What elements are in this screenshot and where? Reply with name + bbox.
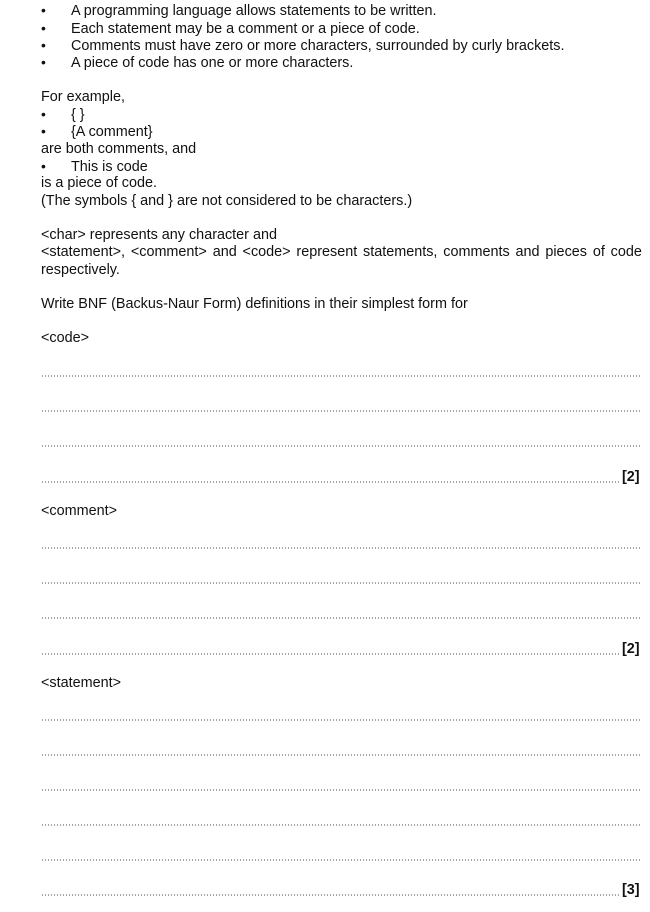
answer-line[interactable]: [41, 653, 619, 655]
list-item: • Each statement may be a comment or a piece of code.: [41, 20, 420, 37]
code-note: is a piece of code.: [41, 175, 157, 191]
marks-label: [2]: [622, 641, 640, 657]
answer-line[interactable]: [41, 859, 642, 861]
bullet-icon: •: [41, 2, 46, 18]
answer-line[interactable]: [41, 754, 642, 756]
bullet-icon: •: [41, 37, 46, 53]
definitions-line-3: respectively.: [41, 262, 120, 278]
answer-line[interactable]: [41, 617, 642, 619]
list-item: • This is code: [41, 158, 148, 175]
answer-line[interactable]: [41, 789, 642, 791]
comments-note: are both comments, and: [41, 141, 197, 157]
answer-line[interactable]: [41, 375, 642, 377]
instruction-text: Write BNF (Backus-Naur Form) definitions in their simplest form for: [41, 296, 468, 312]
list-item: • Comments must have zero or more characters, surrounded by curly brackets.: [41, 37, 565, 54]
list-item: • {A comment}: [41, 123, 153, 140]
list-item: • A piece of code has one or more characters.: [41, 54, 354, 71]
definitions-line-1: <char> represents any character and: [41, 227, 277, 243]
bullet-icon: •: [41, 20, 46, 36]
answer-line[interactable]: [41, 445, 642, 447]
section-label: <code>: [41, 330, 90, 346]
bullet-icon: •: [41, 123, 46, 139]
bullet-icon: •: [41, 106, 46, 122]
definitions-line-2: <statement>, <comment> and <code> represent statements, comments and pieces of code: [41, 244, 642, 260]
bullet-icon: •: [41, 158, 46, 174]
answer-line[interactable]: [41, 894, 619, 896]
answer-line[interactable]: [41, 547, 642, 549]
answer-line[interactable]: [41, 824, 642, 826]
symbols-note: (The symbols { and } are not considered to be characters.): [41, 193, 413, 209]
answer-line[interactable]: [41, 410, 642, 412]
marks-label: [2]: [622, 469, 640, 485]
section-label: <comment>: [41, 503, 117, 519]
answer-line[interactable]: [41, 582, 642, 584]
list-item: • A programming language allows statements to be written.: [41, 2, 437, 19]
section-label: <statement>: [41, 675, 121, 691]
list-item: • { }: [41, 106, 85, 123]
bullet-icon: •: [41, 54, 46, 70]
marks-label: [3]: [622, 882, 640, 898]
example-intro: For example,: [41, 89, 125, 105]
answer-line[interactable]: [41, 719, 642, 721]
answer-line[interactable]: [41, 481, 619, 483]
